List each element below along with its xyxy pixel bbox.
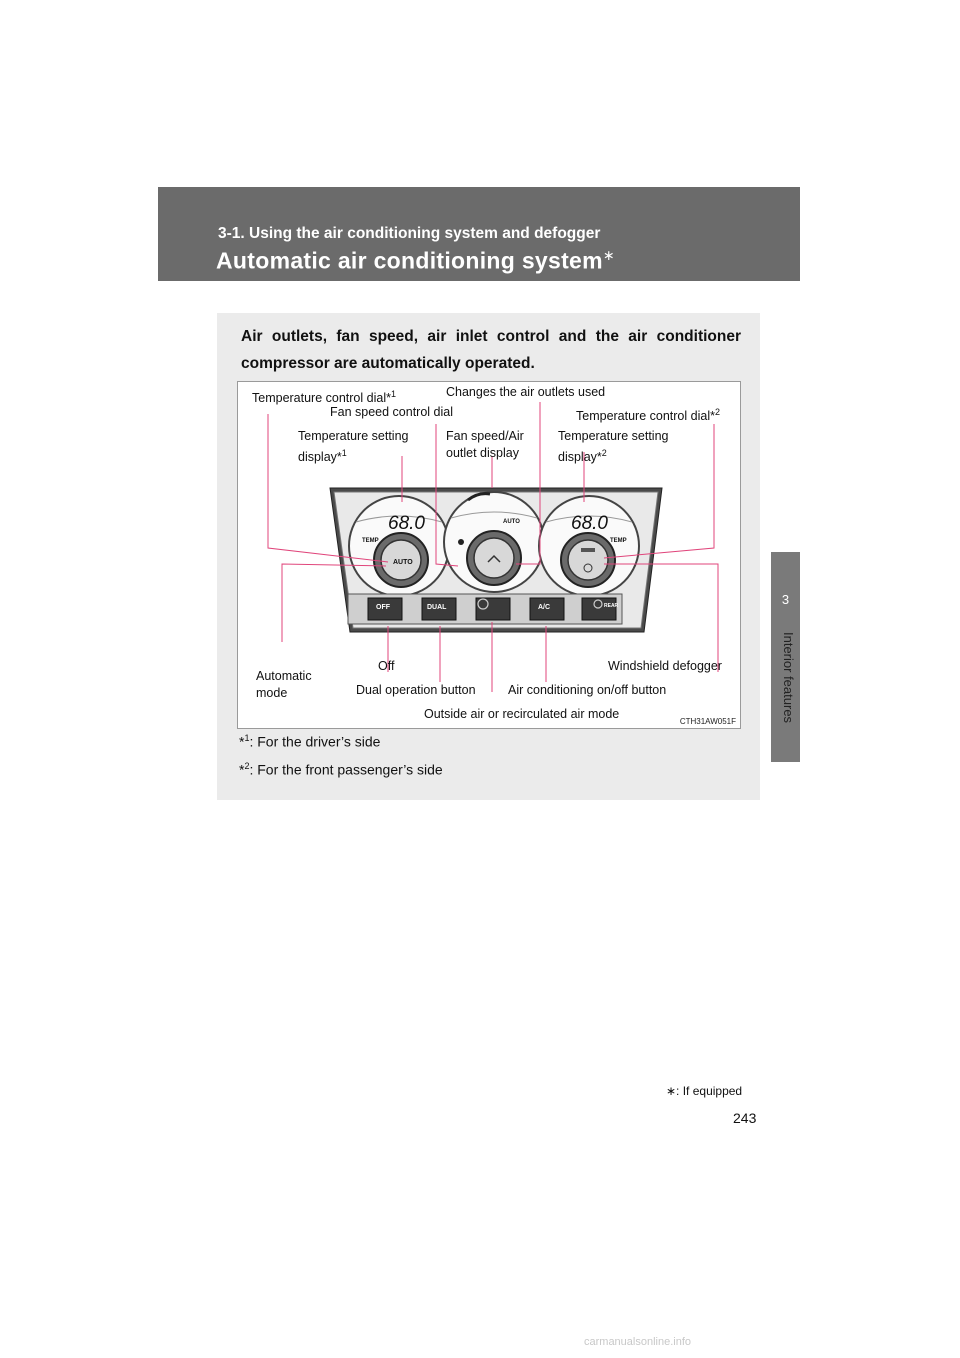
label-changes-outlets: Changes the air outlets used [446, 385, 606, 399]
label-temp-dial-passenger: Temperature control dial*$^2$ [576, 407, 720, 424]
page-number: 243 [733, 1110, 757, 1126]
ac-button-label: A/C [538, 604, 551, 611]
fan-auto-label: AUTO [503, 519, 520, 525]
intro-text: Air outlets, fan speed, air inlet control and the air conditioner compressor are automatically operated. [241, 328, 741, 372]
temp-display-right: 68.0 [571, 513, 608, 534]
info-box [217, 313, 760, 800]
label-temp-dial-driver: Temperature control dial*$^1$ [252, 389, 396, 406]
rear-button-label: REAR [604, 603, 619, 609]
label-fan-display: Fan speed/Air outlet display [446, 429, 524, 460]
temp-display-left: 68.0 [388, 513, 425, 534]
watermark: carmanualsonline.info [584, 1336, 692, 1348]
page-title-text: Automatic air conditioning system [216, 247, 603, 274]
label-off: Off [378, 659, 395, 673]
chapter-number: 3 [781, 592, 790, 607]
page-title [216, 247, 615, 275]
control-panel-figure [237, 381, 741, 729]
footnote-driver: *$^1$: For the driver’s side [239, 733, 381, 750]
chapter-header [158, 187, 800, 281]
label-windshield-defogger: Windshield defogger [608, 659, 722, 673]
label-temp-display-passenger: Temperature setting display*$^2$ [558, 429, 669, 465]
label-temp-display-driver: Temperature setting display*$^1$ [298, 429, 409, 465]
label-fan-dial: Fan speed control dial [330, 405, 453, 419]
label-dual-button: Dual operation button [356, 683, 476, 697]
auto-knob-label: AUTO [393, 559, 413, 566]
label-outside-air: Outside air or recirculated air mode [424, 707, 620, 721]
section-title: 3-1. Using the air conditioning system and defogger [218, 225, 601, 242]
if-equipped-mark: ∗ [602, 247, 615, 263]
temp-tag-left: TEMP [362, 538, 379, 544]
label-ac-button: Air conditioning on/off button [508, 683, 667, 697]
chapter-tab-label: Interior features [781, 632, 796, 724]
if-equipped-note: ∗: If equipped [666, 1084, 743, 1098]
temp-tag-right: TEMP [610, 538, 627, 544]
footnote-passenger: *$^2$: For the front passenger’s side [239, 761, 443, 778]
figure-code: CTH31AW051F [679, 717, 736, 726]
label-auto-mode: Automatic mode [256, 669, 312, 700]
off-button-label: OFF [376, 604, 390, 611]
dual-button-label: DUAL [427, 604, 447, 611]
